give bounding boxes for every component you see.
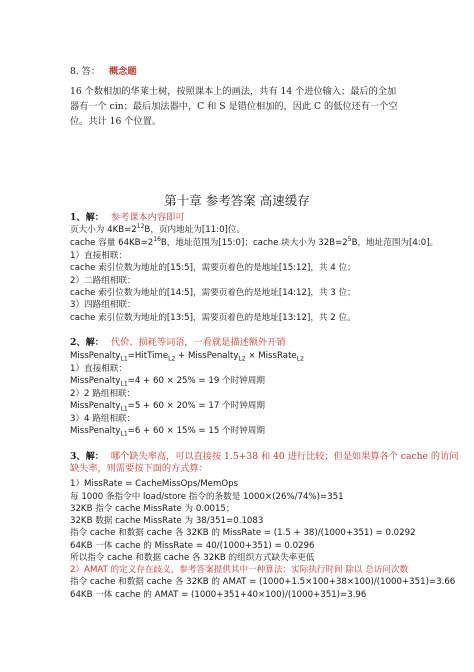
q2-formula-sub: L2 bbox=[238, 355, 246, 363]
q3-line: 1）MissRate = CacheMissOps/MemOps bbox=[70, 479, 239, 489]
q2-heading bbox=[70, 337, 285, 349]
section8-tag: 概念题 bbox=[108, 66, 137, 77]
q2-mp-rest: =5 + 60 × 20% = 17 个时钟周期 bbox=[127, 401, 265, 411]
q1-cache-a: cache 容量 64KB=2 bbox=[70, 238, 154, 248]
q2-mp-rest: =6 + 60 × 15% = 15 个时钟周期 bbox=[127, 426, 265, 436]
q2-formula-sub: L1 bbox=[120, 355, 128, 363]
q3-note: 哪个缺失率高，可以直接按 1.5+38 和 40 进行比较；但是如果算各个 cache 的访问 bbox=[110, 451, 459, 462]
q1-page-sup: 12 bbox=[136, 223, 145, 231]
q2-item-header: 2）2 路组相联： bbox=[70, 389, 136, 399]
q2-formula-sub: L2 bbox=[168, 355, 176, 363]
q1-item: 1）直接相联： bbox=[70, 251, 128, 261]
q2-mp-prefix: MissPenalty bbox=[70, 376, 121, 386]
q1-cache-sup1: 16 bbox=[153, 236, 161, 244]
q3-line: 指令 cache 和数据 cache 各 32KB 的 MissRate = (1.5 + 38)/(1000+351) = 0.0292 bbox=[70, 528, 416, 538]
q2-formula-a: MissPenalty bbox=[70, 351, 121, 361]
q1-page-line bbox=[70, 224, 245, 236]
q2-item bbox=[70, 425, 265, 437]
q3-line: 32KB 指令 cache MissRate 为 0.0015； bbox=[70, 504, 235, 514]
section8-heading bbox=[70, 66, 137, 78]
q2-formula-c: + MissPenalty bbox=[175, 351, 239, 361]
q2-mp-prefix: MissPenalty bbox=[70, 426, 121, 436]
section8-para-line: 器有一个 cin；最后加法器中，C 和 S 是错位相加的，因此 C 的低位还有一个空 bbox=[70, 101, 398, 112]
q3-amat-label: 2）AMAT 的定义存在歧义，参考答案提供其中一种算法：实际执行时间 除以 总访问次数 bbox=[70, 565, 409, 575]
q1-cache-line bbox=[70, 237, 438, 249]
q2-formula-sub: L2 bbox=[296, 355, 304, 363]
q1-cache-b: B，地址范围为[15:0]；cache 块大小为 32B=2 bbox=[160, 238, 348, 248]
q2-item-header: 3）4 路组相联： bbox=[70, 414, 136, 424]
q1-page-b: B，页内地址为[11:0]位。 bbox=[144, 225, 246, 235]
q2-formula-d: × MissRate bbox=[245, 351, 297, 361]
q3-heading bbox=[70, 451, 458, 463]
q2-item bbox=[70, 400, 265, 412]
q1-page-a: 页大小为 4KB=2 bbox=[70, 225, 137, 235]
q3-line: 每 1000 条指令中 load/store 指令的条数是 1000×(26%/74%)=351 bbox=[70, 492, 344, 502]
q1-heading bbox=[70, 212, 184, 224]
q1-item: 2）二路组相联： bbox=[70, 276, 136, 286]
q2-formula bbox=[70, 350, 304, 362]
q2-formula-b: =HitTime bbox=[127, 351, 169, 361]
q2-mp-sub: L1 bbox=[120, 405, 128, 413]
q3-line: 64KB 一体 cache 的 MissRate = 40/(1000+351) = 0.0296 bbox=[70, 541, 315, 551]
q2-label: 2、解： bbox=[70, 337, 104, 348]
section8-number: 8. 答： bbox=[70, 66, 101, 77]
q1-item: cache 索引位数为地址的[14:5]，需要页着色的是地址[14:12]，共 3 位； bbox=[70, 288, 356, 298]
q3-amat-line: 64KB 一体 cache 的 AMAT = (1000+351+40×100)/(1000+351)=3.96 bbox=[70, 590, 367, 600]
q3-line: 所以指令 cache 和数据 cache 各 32KB 的组织方式缺失率更低 bbox=[70, 553, 315, 563]
q1-label: 1、解： bbox=[70, 212, 104, 223]
q3-label: 3、解： bbox=[70, 451, 104, 462]
q2-mp-sub: L1 bbox=[120, 380, 128, 388]
q1-cache-c: B，地址范围为[4:0]。 bbox=[351, 238, 439, 248]
q2-mp-prefix: MissPenalty bbox=[70, 401, 121, 411]
q1-cache-sup2: 5 bbox=[347, 236, 352, 244]
q3-line: 32KB 数据 cache MissRate 为 38/351=0.1083 bbox=[70, 516, 264, 526]
q3-amat-line: 指令 cache 和数据 cache 各 32KB 的 AMAT = (1000+1.5×100+38×100)/(1000+351)=3.66 bbox=[70, 577, 456, 587]
q2-mp-rest: =4 + 60 × 25% = 19 个时钟周期 bbox=[127, 376, 265, 386]
q2-note: 代价、损耗等词语，一看就是描述额外开销 bbox=[110, 337, 286, 348]
section8-para-line: 位。共计 16 个位置。 bbox=[70, 116, 162, 127]
q1-item: cache 索引位数为地址的[13:5]，需要页着色的是地址[13:12]，共 2 位。 bbox=[70, 313, 356, 323]
q2-item-header: 1）直接相联： bbox=[70, 364, 128, 374]
chapter-title: 第十章 参考答案 高速缓存 bbox=[164, 193, 310, 208]
section8-para-line: 16 个数相加的华莱士树，按照课本上的画法，共有 14 个进位输入；最后的全加 bbox=[70, 86, 397, 97]
q3-note-cont: 缺失率，则需要按下面的方式算： bbox=[70, 463, 208, 474]
q2-item bbox=[70, 375, 265, 387]
q1-note: 参考课本内容即可 bbox=[110, 212, 185, 223]
q1-item: 3）四路组相联： bbox=[70, 300, 136, 310]
q2-mp-sub: L1 bbox=[120, 430, 128, 438]
q1-item: cache 索引位数为地址的[15:5]，需要页着色的是地址[15:12]，共 4 位； bbox=[70, 263, 356, 273]
